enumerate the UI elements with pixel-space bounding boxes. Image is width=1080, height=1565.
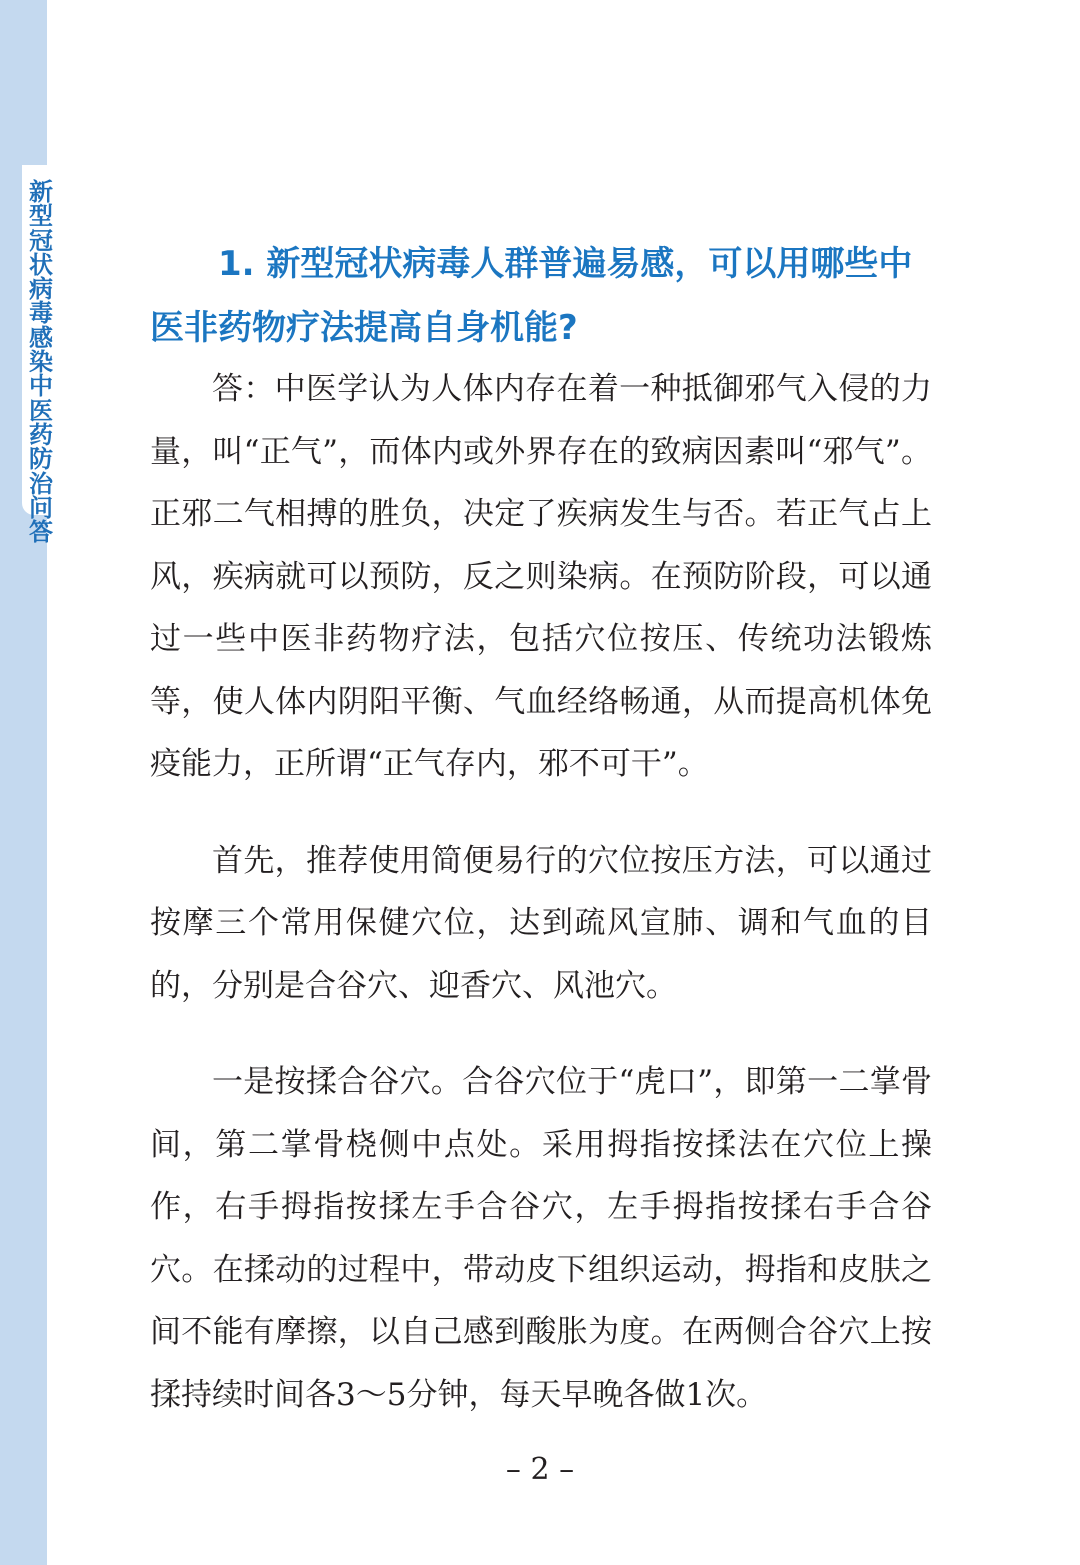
book-title-vertical: 新型冠状病毒感染中医药防治问答 bbox=[29, 178, 53, 547]
answer-body bbox=[150, 358, 932, 1460]
paragraph: 答：中医学认为人体内存在着一种抵御邪气入侵的力量，叫“正气”，而体内或外界存在的致病因素叫“邪气”。正邪二气相搏的胜负，决定了疾病发生与否。若正气占上风，疾病就可以预防，反之则染病。在预防阶段，可以通过一些中医非药物疗法，包括穴位按压、传统功法锻炼等，使人体内阴阳平衡、气血经络畅通，从而提高机体免疫能力，正所谓“正气存内，邪不可干”。 bbox=[150, 371, 932, 782]
page-number: – 2 – bbox=[505, 1452, 575, 1487]
paragraph: 一是按揉合谷穴。合谷穴位于“虎口”，即第一二掌骨间，第二掌骨桡侧中点处。采用拇指按揉法在穴位上操作，右手拇指按揉左手合谷穴，左手拇指按揉右手合谷穴。在揉动的过程中，带动皮下组织运动，拇指和皮肤之间不能有摩擦，以自己感到酸胀为度。在两侧合谷穴上按揉持续时间各3～5分钟，每天早晚各做1次。 bbox=[150, 1064, 932, 1413]
question-line-1: 1. 新型冠状病毒人群普遍易感，可以用哪些中 bbox=[218, 244, 913, 284]
question-line-2: 医非药物疗法提高自身机能? bbox=[150, 308, 578, 348]
paragraph: 首先，推荐使用简便易行的穴位按压方法，可以通过按摩三个常用保健穴位，达到疏风宣肺、调和气血的目的，分别是合谷穴、迎香穴、风池穴。 bbox=[150, 842, 932, 1004]
question-heading bbox=[150, 232, 940, 360]
